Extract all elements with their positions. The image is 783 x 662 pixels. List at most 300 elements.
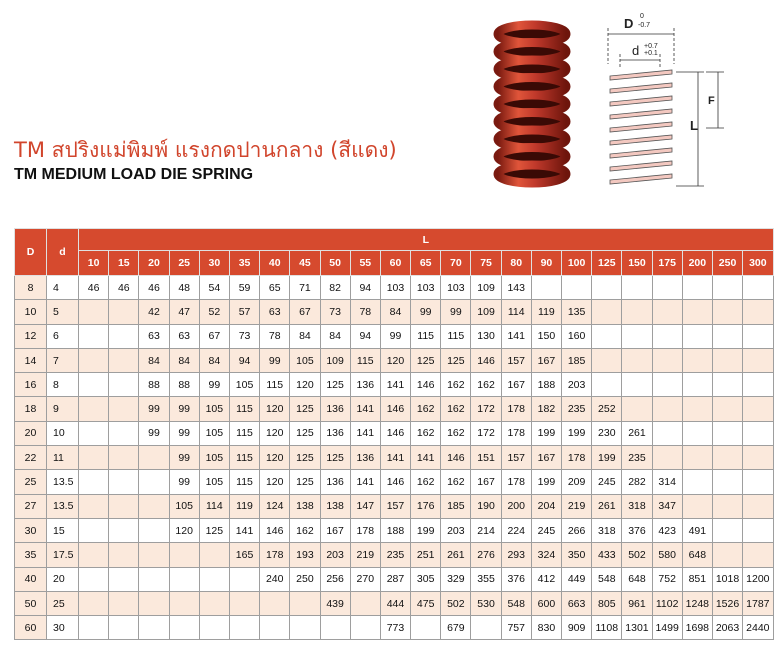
cell-load: 120: [260, 397, 290, 421]
cell-load: [139, 446, 169, 470]
cell-d: 11: [47, 446, 79, 470]
cell-load: 84: [199, 348, 229, 372]
cell-load: 160: [562, 324, 592, 348]
cell-load: 162: [411, 397, 441, 421]
header-length: 15: [109, 251, 139, 276]
cell-load: 67: [290, 300, 320, 324]
cell-load: [109, 324, 139, 348]
cell-load: 178: [501, 397, 531, 421]
cell-load: 94: [229, 348, 259, 372]
table-row: [15, 591, 774, 615]
cell-load: 376: [501, 567, 531, 591]
cell-load: [712, 276, 742, 300]
label-D-tol-upper: 0: [640, 13, 644, 20]
table-row: [15, 324, 774, 348]
cell-load: 141: [350, 421, 380, 445]
cell-load: 199: [562, 421, 592, 445]
cell-load: [109, 348, 139, 372]
cell-load: [743, 397, 773, 421]
cell-load: [199, 591, 229, 615]
cell-load: [652, 446, 682, 470]
cell-load: [79, 446, 109, 470]
header-length: 65: [411, 251, 441, 276]
header-length: 75: [471, 251, 501, 276]
cell-load: 444: [380, 591, 410, 615]
cell-load: 125: [411, 348, 441, 372]
cell-load: 119: [229, 494, 259, 518]
cell-load: 120: [169, 518, 199, 542]
cell-D: 16: [15, 373, 47, 397]
cell-load: 82: [320, 276, 350, 300]
cell-d: 25: [47, 591, 79, 615]
label-d: d: [632, 43, 640, 58]
cell-load: 125: [290, 397, 320, 421]
cell-load: 251: [411, 543, 441, 567]
cell-load: [260, 616, 290, 640]
cell-load: 224: [501, 518, 531, 542]
cell-load: 146: [411, 373, 441, 397]
cell-load: 63: [260, 300, 290, 324]
table-row: [15, 567, 774, 591]
cell-load: 143: [501, 276, 531, 300]
label-D: D: [624, 16, 634, 31]
cell-load: 178: [350, 518, 380, 542]
cell-d: 13.5: [47, 470, 79, 494]
cell-load: [79, 300, 109, 324]
cell-load: 433: [592, 543, 622, 567]
cell-load: [652, 276, 682, 300]
cell-load: [712, 446, 742, 470]
cell-load: [109, 494, 139, 518]
cell-load: 293: [501, 543, 531, 567]
cell-load: 120: [260, 421, 290, 445]
cell-load: 84: [290, 324, 320, 348]
cell-load: 105: [199, 446, 229, 470]
cell-load: [229, 567, 259, 591]
cell-load: 141: [380, 446, 410, 470]
cell-load: [531, 276, 561, 300]
header-length: 60: [380, 251, 410, 276]
cell-load: [652, 348, 682, 372]
cell-load: 138: [320, 494, 350, 518]
cell-d: 15: [47, 518, 79, 542]
cell-load: 120: [260, 446, 290, 470]
cell-load: 235: [562, 397, 592, 421]
cell-load: [712, 494, 742, 518]
cell-load: 46: [109, 276, 139, 300]
cell-load: 347: [652, 494, 682, 518]
cell-load: 1108: [592, 616, 622, 640]
cell-load: 805: [592, 591, 622, 615]
cell-load: 1787: [743, 591, 773, 615]
header-length: 50: [320, 251, 350, 276]
cell-load: 261: [441, 543, 471, 567]
label-D-tol-lower: -0.7: [638, 22, 651, 29]
cell-load: 120: [380, 348, 410, 372]
table-row: [15, 543, 774, 567]
cell-load: 109: [471, 276, 501, 300]
cell-load: 199: [531, 421, 561, 445]
cell-load: 165: [229, 543, 259, 567]
cell-load: 209: [562, 470, 592, 494]
cell-load: 1018: [712, 567, 742, 591]
cell-load: 287: [380, 567, 410, 591]
cell-D: 25: [15, 470, 47, 494]
cell-D: 10: [15, 300, 47, 324]
cell-load: [682, 446, 712, 470]
cell-load: 157: [380, 494, 410, 518]
cell-d: 4: [47, 276, 79, 300]
cell-load: 84: [380, 300, 410, 324]
cell-load: 84: [320, 324, 350, 348]
cell-load: [592, 324, 622, 348]
cell-load: 185: [562, 348, 592, 372]
cell-load: 2063: [712, 616, 742, 640]
cell-load: 350: [562, 543, 592, 567]
cell-load: 162: [411, 470, 441, 494]
cell-load: [682, 348, 712, 372]
cell-load: 162: [441, 470, 471, 494]
cell-load: 115: [229, 421, 259, 445]
cell-load: [79, 373, 109, 397]
cell-load: [592, 348, 622, 372]
cell-load: [229, 616, 259, 640]
cell-load: 99: [139, 421, 169, 445]
cell-D: 27: [15, 494, 47, 518]
cell-load: [79, 567, 109, 591]
cell-load: 115: [260, 373, 290, 397]
cell-load: [622, 348, 652, 372]
cell-load: 115: [229, 446, 259, 470]
cell-load: 193: [290, 543, 320, 567]
cell-load: [350, 591, 380, 615]
cell-d: 10: [47, 421, 79, 445]
table-row: [15, 494, 774, 518]
header-length: 40: [260, 251, 290, 276]
cell-load: 99: [411, 300, 441, 324]
cell-load: 125: [290, 421, 320, 445]
cell-load: 78: [260, 324, 290, 348]
cell-load: [622, 373, 652, 397]
table-row: [15, 348, 774, 372]
cell-load: 178: [501, 470, 531, 494]
cell-load: 199: [411, 518, 441, 542]
cell-d: 13.5: [47, 494, 79, 518]
cell-load: [712, 470, 742, 494]
cell-load: 71: [290, 276, 320, 300]
cell-load: 99: [169, 397, 199, 421]
cell-load: 548: [592, 567, 622, 591]
cell-load: 99: [380, 324, 410, 348]
cell-load: [682, 470, 712, 494]
cell-load: 42: [139, 300, 169, 324]
cell-load: [743, 446, 773, 470]
cell-load: [229, 591, 259, 615]
cell-load: 46: [79, 276, 109, 300]
cell-load: 105: [229, 373, 259, 397]
cell-load: 125: [441, 348, 471, 372]
cell-load: 94: [350, 276, 380, 300]
cell-load: [592, 276, 622, 300]
cell-load: [743, 543, 773, 567]
label-d-tol-lower: +0.1: [644, 50, 658, 57]
cell-load: [682, 421, 712, 445]
cell-load: 162: [441, 421, 471, 445]
cell-load: 84: [169, 348, 199, 372]
cell-load: 48: [169, 276, 199, 300]
header-length: 125: [592, 251, 622, 276]
cell-load: [109, 591, 139, 615]
cell-load: [712, 300, 742, 324]
cell-load: 219: [562, 494, 592, 518]
cell-load: 172: [471, 397, 501, 421]
cell-load: 214: [471, 518, 501, 542]
cell-load: [622, 397, 652, 421]
cell-load: [743, 324, 773, 348]
cell-load: [79, 348, 109, 372]
cell-load: [562, 276, 592, 300]
cell-load: 176: [411, 494, 441, 518]
cell-load: 1248: [682, 591, 712, 615]
cell-load: 136: [350, 446, 380, 470]
cell-load: 1698: [682, 616, 712, 640]
cell-load: [471, 616, 501, 640]
cell-load: 57: [229, 300, 259, 324]
cell-load: [290, 591, 320, 615]
cell-load: 235: [622, 446, 652, 470]
cell-load: [712, 421, 742, 445]
cell-load: 141: [411, 446, 441, 470]
cell-load: 125: [199, 518, 229, 542]
cell-load: 261: [622, 421, 652, 445]
cell-load: [743, 470, 773, 494]
cell-load: 59: [229, 276, 259, 300]
cell-load: 146: [380, 397, 410, 421]
cell-load: 109: [320, 348, 350, 372]
cell-load: 502: [441, 591, 471, 615]
header-length: 30: [199, 251, 229, 276]
cell-load: 449: [562, 567, 592, 591]
cell-load: 439: [320, 591, 350, 615]
cell-d: 5: [47, 300, 79, 324]
cell-load: 203: [441, 518, 471, 542]
cell-load: 178: [501, 421, 531, 445]
cell-load: [79, 616, 109, 640]
cell-load: [652, 373, 682, 397]
cell-load: 773: [380, 616, 410, 640]
cell-d: 9: [47, 397, 79, 421]
cell-load: 136: [320, 470, 350, 494]
cell-load: 94: [350, 324, 380, 348]
cell-load: [682, 494, 712, 518]
cell-load: 250: [290, 567, 320, 591]
cell-load: 73: [229, 324, 259, 348]
cell-load: 125: [320, 446, 350, 470]
cell-load: 136: [320, 397, 350, 421]
cell-load: 147: [350, 494, 380, 518]
cell-load: 130: [471, 324, 501, 348]
cell-load: 182: [531, 397, 561, 421]
cell-load: 125: [320, 373, 350, 397]
cell-load: 65: [260, 276, 290, 300]
cell-load: 1301: [622, 616, 652, 640]
cell-load: 99: [169, 470, 199, 494]
cell-load: [712, 543, 742, 567]
cell-load: [320, 616, 350, 640]
cell-load: 162: [411, 421, 441, 445]
cell-load: 99: [139, 397, 169, 421]
cell-load: 199: [592, 446, 622, 470]
cell-load: [622, 276, 652, 300]
cell-load: 305: [411, 567, 441, 591]
cell-load: [109, 446, 139, 470]
cell-load: 135: [562, 300, 592, 324]
cell-load: [109, 470, 139, 494]
cell-d: 7: [47, 348, 79, 372]
cell-load: 105: [199, 470, 229, 494]
table-header-row: [15, 229, 774, 251]
cell-load: [743, 421, 773, 445]
page-title-thai: TM สปริงแม่พิมพ์ แรงกดปานกลาง (สีแดง): [14, 138, 397, 162]
cell-load: 125: [290, 470, 320, 494]
cell-load: [79, 494, 109, 518]
cell-load: [652, 397, 682, 421]
cell-load: [139, 470, 169, 494]
cell-load: 99: [260, 348, 290, 372]
cell-load: 125: [290, 446, 320, 470]
cell-load: 491: [682, 518, 712, 542]
cell-load: 282: [622, 470, 652, 494]
cell-load: 648: [682, 543, 712, 567]
cell-load: 88: [139, 373, 169, 397]
cell-D: 30: [15, 518, 47, 542]
cell-load: 136: [350, 373, 380, 397]
cell-load: 167: [501, 373, 531, 397]
cell-load: [169, 616, 199, 640]
cell-load: 99: [441, 300, 471, 324]
cell-load: 219: [350, 543, 380, 567]
header-D: D: [15, 229, 47, 276]
cell-load: [682, 397, 712, 421]
table-row: [15, 446, 774, 470]
cell-D: 60: [15, 616, 47, 640]
cell-D: 50: [15, 591, 47, 615]
header-length: 175: [652, 251, 682, 276]
cell-load: [109, 518, 139, 542]
cell-load: 151: [471, 446, 501, 470]
cell-load: 530: [471, 591, 501, 615]
cell-load: 178: [260, 543, 290, 567]
cell-load: [199, 543, 229, 567]
cell-load: 270: [350, 567, 380, 591]
cell-load: [79, 421, 109, 445]
cell-load: 141: [229, 518, 259, 542]
header-length: 25: [169, 251, 199, 276]
cell-load: [712, 397, 742, 421]
cell-load: [743, 300, 773, 324]
cell-load: 63: [139, 324, 169, 348]
header-L: L: [79, 229, 774, 251]
cell-load: [139, 616, 169, 640]
cell-load: 961: [622, 591, 652, 615]
cell-load: 318: [622, 494, 652, 518]
cell-load: 167: [471, 470, 501, 494]
cell-load: 120: [260, 470, 290, 494]
cell-load: [743, 494, 773, 518]
cell-load: 178: [562, 446, 592, 470]
cell-load: 162: [471, 373, 501, 397]
cell-load: [592, 300, 622, 324]
cell-load: 115: [229, 470, 259, 494]
table-row: [15, 518, 774, 542]
cell-load: [79, 543, 109, 567]
cell-load: 1102: [652, 591, 682, 615]
cell-load: [199, 616, 229, 640]
cell-load: 851: [682, 567, 712, 591]
cell-load: 54: [199, 276, 229, 300]
cell-load: 235: [380, 543, 410, 567]
cell-load: 172: [471, 421, 501, 445]
cell-load: 548: [501, 591, 531, 615]
cell-load: 150: [531, 324, 561, 348]
cell-load: 752: [652, 567, 682, 591]
cell-load: [109, 543, 139, 567]
table-row: [15, 421, 774, 445]
cell-load: 240: [260, 567, 290, 591]
cell-load: 105: [199, 397, 229, 421]
cell-load: [682, 324, 712, 348]
cell-load: 909: [562, 616, 592, 640]
cell-load: 146: [380, 470, 410, 494]
cell-load: 376: [622, 518, 652, 542]
cell-load: [109, 397, 139, 421]
cell-load: 261: [592, 494, 622, 518]
cell-load: 103: [380, 276, 410, 300]
cell-load: 355: [471, 567, 501, 591]
cell-load: 256: [320, 567, 350, 591]
cell-load: 318: [592, 518, 622, 542]
cell-load: 84: [139, 348, 169, 372]
page-title-english: TM MEDIUM LOAD DIE SPRING: [14, 166, 254, 183]
cell-load: 324: [531, 543, 561, 567]
cell-load: 138: [290, 494, 320, 518]
cell-load: 314: [652, 470, 682, 494]
header-length: 20: [139, 251, 169, 276]
cell-load: 162: [441, 373, 471, 397]
cell-load: 146: [441, 446, 471, 470]
cell-load: [109, 300, 139, 324]
label-d-tol-upper: +0.7: [644, 43, 658, 50]
cell-load: 47: [169, 300, 199, 324]
cell-load: 1200: [743, 567, 773, 591]
cell-load: [199, 567, 229, 591]
cell-load: [712, 518, 742, 542]
cell-load: 2440: [743, 616, 773, 640]
cell-load: 502: [622, 543, 652, 567]
header-d: d: [47, 229, 79, 276]
table-row: [15, 470, 774, 494]
cell-D: 12: [15, 324, 47, 348]
cell-load: [682, 276, 712, 300]
cell-load: 475: [411, 591, 441, 615]
cell-load: 105: [290, 348, 320, 372]
cell-load: [350, 616, 380, 640]
header-length: 90: [531, 251, 561, 276]
cell-load: 162: [290, 518, 320, 542]
cell-load: 78: [350, 300, 380, 324]
cell-load: 276: [471, 543, 501, 567]
cell-load: [712, 324, 742, 348]
